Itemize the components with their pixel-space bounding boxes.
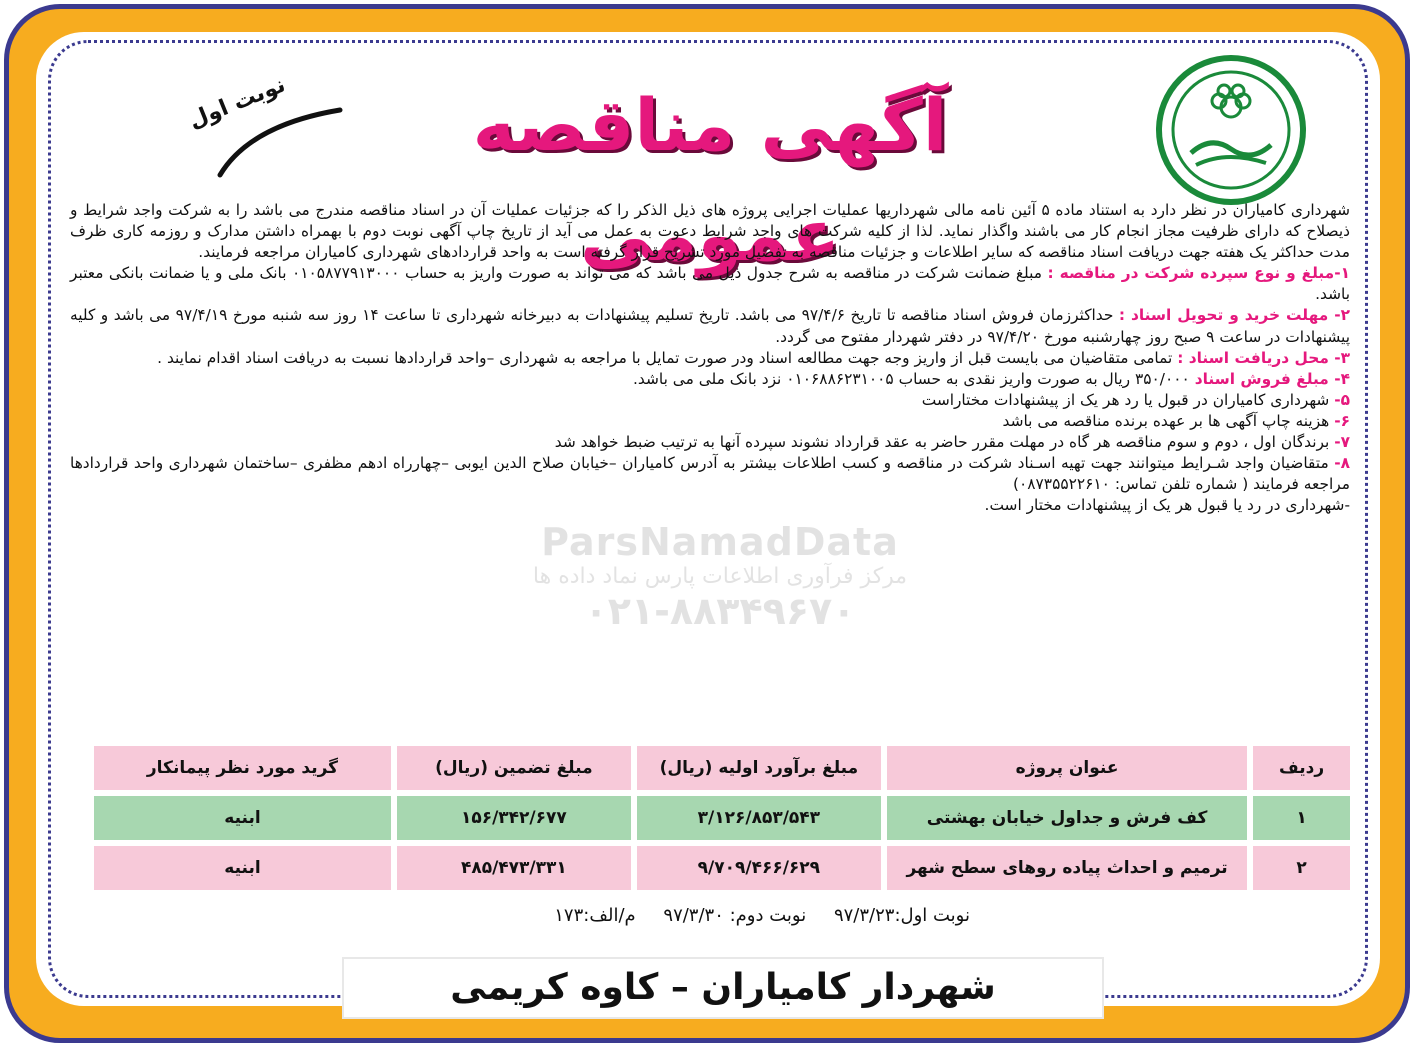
announcement-body (70, 200, 1350, 516)
item-heading: ۵- (1334, 390, 1350, 409)
reference-code: م/الف:۱۷۳ (554, 905, 636, 926)
table-row (94, 846, 1350, 890)
item-heading: ۳- محل دریافت اسناد : (1177, 348, 1350, 367)
table-header-row (94, 746, 1350, 790)
cell-guarantee: ۱۵۶/۳۴۲/۶۷۷ (397, 796, 631, 840)
header-row-number: ردیف (1253, 746, 1350, 790)
header-project-title: عنوان پروژه (887, 746, 1247, 790)
list-item (70, 390, 1350, 411)
item-heading: ۱-مبلغ و نوع سپرده شرکت در مناقصه : (1047, 264, 1350, 283)
cell-grade: ابنیه (94, 796, 391, 840)
round-label: نوبت اول (185, 72, 289, 134)
second-round-date: نوبت دوم: ۹۷/۳/۳۰ (663, 905, 807, 926)
first-round-date: نوبت اول:۹۷/۳/۲۳ (833, 905, 970, 926)
tender-table (88, 740, 1356, 896)
item-text: تمامی متقاضیان می بایست قبل از واریز وجه جهت مطالعه اسناد ودر صورت تمایل با مراجعه به شهرداری –واحد قراردادها نسبت به دریافت اسناد اقدام نمایند . (157, 348, 1178, 367)
municipality-logo (1156, 55, 1306, 205)
cell-guarantee: ۴۸۵/۴۷۳/۳۳۱ (397, 846, 631, 890)
publication-dates (440, 905, 970, 931)
cell-project-title: ترمیم و احداث پیاده روهای سطح شهر (887, 846, 1247, 890)
item-heading: ۸- (1334, 454, 1350, 473)
item-text: برندگان اول ، دوم و سوم مناقصه هر گاه در مهلت مقرر حاضر به عقد قرارداد نشوند سپرده آنها به ترتیب ضبط خواهد شد (554, 433, 1335, 452)
cell-row-number: ۲ (1253, 846, 1350, 890)
list-item (70, 432, 1350, 453)
header-guarantee: مبلغ تضمین (ریال) (397, 746, 631, 790)
header-estimate: مبلغ برآورد اولیه (ریال) (637, 746, 881, 790)
signature-box: شهردار کامیاران – کاوه کریمی (342, 957, 1104, 1019)
cell-grade: ابنیه (94, 846, 391, 890)
item-text: شهرداری کامیاران در قبول یا رد هر یک از پیشنهادات مختاراست (921, 390, 1335, 409)
cell-estimate: ۹/۷۰۹/۴۶۶/۶۲۹ (637, 846, 881, 890)
list-item (70, 411, 1350, 432)
item-heading: ۶- (1334, 411, 1350, 430)
table-row (94, 796, 1350, 840)
page-title: آگهی مناقصه عمومی (472, 83, 948, 277)
logo-emblem-icon (1166, 65, 1296, 195)
item-text: متقاضیان واجد شـرایط میتوانند جهت تهیه اسـناد شرکت در مناقصه و کسب اطلاعات بیشتر به آدرس کامیاران –خیابان صلاح الدین ایوبی –چهارراه ادهم مظفری –ساختمان شهرداری واحد قراردادها مراجعه فرمایند ( شماره تلفن تماس: ۰۸۷۳۵۵۲۲۶۱۰) (70, 454, 1350, 494)
intro-paragraph: شهرداری کامیاران در نظر دارد به استناد ماده ۵ آئین نامه مالی شهرداریها عملیات اجرایی پروژه های ذیل الذکر را که جزئیات عملیات آن در اسناد مناقصه مندرج می باشد را به شرکت واجد شرایط و ذیصلاح که دارای ظرفیت مجاز انجام کار می باشند واگذار نماید. لذا از کلیه شرکت های واجد شرایط دعوت به عمل می آید از تاریخ چاپ آگهی نوبت دوم با بهمراه داشتن مدارک و روزمه کاری ظرف مدت حداکثر یک هفته جهت دریافت اسناد مناقصه که سایر اطلاعات و جزئیات مناقصه به تفصیل مورد تشریح قرار گرفته است به واحد قراردادهای شهرداری کامیاران مراجعه فرمایند. (70, 201, 1350, 262)
header-grade: گرید مورد نظر پیمانکار (94, 746, 391, 790)
item-heading: ۴- مبلغ فروش اسناد (1194, 369, 1350, 388)
item-heading: ۷- (1334, 433, 1350, 452)
list-item (70, 369, 1350, 390)
closing-note: -شهرداری در رد یا قبول هر یک از پیشنهادات مختار است. (984, 496, 1350, 515)
item-heading: ۲- مهلت خرید و تحویل اسناد : (1118, 306, 1351, 325)
cell-row-number: ۱ (1253, 796, 1350, 840)
item-text: هزینه چاپ آگهی ها بر عهده برنده مناقصه می باشد (1002, 411, 1335, 430)
list-item (70, 453, 1350, 495)
cell-project-title: کف فرش و جداول خیابان بهشتی (887, 796, 1247, 840)
cell-estimate: ۳/۱۲۶/۸۵۳/۵۴۳ (637, 796, 881, 840)
item-text: ۳۵۰/۰۰۰ ریال به صورت واریز نقدی به حساب ۰۱۰۶۸۸۶۲۳۱۰۰۵ نزد بانک ملی می باشد. (633, 369, 1195, 388)
list-item (70, 348, 1350, 369)
item-text: حداکثرزمان فروش اسناد مناقصه تا تاریخ ۹۷/۴/۶ می باشد. تاریخ تسلیم پیشنهادات به دبیرخانه شهرداری تا ساعت ۱۴ روز سه شنبه مورخ ۹۷/۴/۱۹ می باشد و کلیه پیشنهادات در ساعت ۹ صبح روز چهارشنبه مورخ ۹۷/۴/۲۰ در دفتر شهردار مفتوح می گردد. (70, 306, 1350, 346)
list-item (70, 305, 1350, 347)
list-item (70, 263, 1350, 305)
item-text: مبلغ ضمانت شرکت در مناقصه به شرح جدول ذیل می باشد که می تواند به صورت واریز به حساب ۰۱۰۵۸۷۷۹۱۳۰۰۰ بانک ملی و یا ضمانت بانکی معتبر باشد. (70, 264, 1350, 304)
